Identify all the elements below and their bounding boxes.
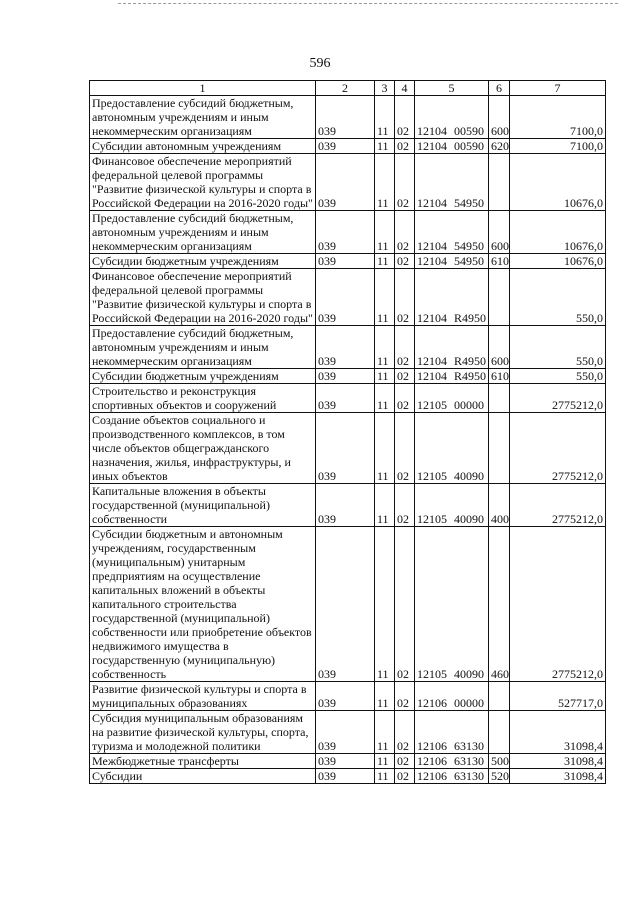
section-code: 11 [375,326,395,369]
row-name: Предоставление субсидий бюджетным, автономным учреждениям и иным некоммерческим организациям [90,96,316,139]
ministry-code: 039 [316,384,375,413]
column-header: 1 [90,81,316,96]
expense-type-code: 600 [489,96,510,139]
ministry-code: 039 [316,154,375,211]
ministry-code: 039 [316,139,375,154]
target-article-code: 12105 00000 [415,384,489,413]
section-code: 11 [375,769,395,784]
table-row [90,269,606,326]
subsection-code: 02 [395,269,415,326]
subsection-code: 02 [395,211,415,254]
target-article-code: 12105 40090 [415,413,489,484]
expense-type-code: 600 [489,326,510,369]
row-name: Межбюджетные трансферты [90,754,316,769]
row-name: Финансовое обеспечение мероприятий федеральной целевой программы "Развитие физической культуры и спорта в Российской Федерации на 2016-2020 годы" [90,269,316,326]
expense-type-code: 400 [489,484,510,527]
section-code: 11 [375,527,395,682]
table-row [90,413,606,484]
row-name: Субсидии автономным учреждениям [90,139,316,154]
amount: 527717,0 [510,682,606,711]
column-header: 2 [316,81,375,96]
target-article-code: 12104 R4950 [415,326,489,369]
column-header: 7 [510,81,606,96]
table-row [90,754,606,769]
table-row [90,154,606,211]
table-row [90,139,606,154]
column-header: 6 [489,81,510,96]
target-article-code: 12104 54950 [415,154,489,211]
column-number-row [90,81,606,96]
subsection-code: 02 [395,769,415,784]
table-row [90,326,606,369]
section-code: 11 [375,269,395,326]
scan-top-edge [118,3,618,4]
expense-type-code [489,682,510,711]
expense-type-code [489,269,510,326]
amount: 10676,0 [510,254,606,269]
ministry-code: 039 [316,369,375,384]
table-row [90,211,606,254]
column-header: 4 [395,81,415,96]
ministry-code: 039 [316,527,375,682]
row-name: Капитальные вложения в объекты государственной (муниципальной) собственности [90,484,316,527]
target-article-code: 12105 40090 [415,527,489,682]
table-row [90,711,606,754]
target-article-code: 12104 54950 [415,211,489,254]
expense-type-code: 500 [489,754,510,769]
amount: 2775212,0 [510,413,606,484]
ministry-code: 039 [316,211,375,254]
amount: 10676,0 [510,154,606,211]
expense-type-code [489,413,510,484]
expense-type-code: 520 [489,769,510,784]
subsection-code: 02 [395,326,415,369]
row-name: Финансовое обеспечение мероприятий федеральной целевой программы "Развитие физической культуры и спорта в Российской Федерации на 2016-2020 годы" [90,154,316,211]
subsection-code: 02 [395,484,415,527]
section-code: 11 [375,369,395,384]
ministry-code: 039 [316,754,375,769]
amount: 7100,0 [510,96,606,139]
table-row [90,682,606,711]
target-article-code: 12104 00590 [415,139,489,154]
subsection-code: 02 [395,96,415,139]
amount: 2775212,0 [510,527,606,682]
target-article-code: 12106 63130 [415,711,489,754]
target-article-code: 12106 00000 [415,682,489,711]
row-name: Субсидия муниципальным образованиям на развитие физической культуры, спорта, туризма и молодежной политики [90,711,316,754]
expense-type-code [489,154,510,211]
expense-type-code: 610 [489,369,510,384]
ministry-code: 039 [316,326,375,369]
ministry-code: 039 [316,711,375,754]
subsection-code: 02 [395,369,415,384]
amount: 550,0 [510,326,606,369]
ministry-code: 039 [316,484,375,527]
subsection-code: 02 [395,754,415,769]
table-row [90,384,606,413]
column-header: 3 [375,81,395,96]
target-article-code: 12105 40090 [415,484,489,527]
table-row [90,254,606,269]
row-name: Строительство и реконструкция спортивных объектов и сооружений [90,384,316,413]
ministry-code: 039 [316,682,375,711]
row-name: Субсидии бюджетным учреждениям [90,369,316,384]
amount: 2775212,0 [510,384,606,413]
ministry-code: 039 [316,769,375,784]
ministry-code: 039 [316,269,375,326]
section-code: 11 [375,682,395,711]
subsection-code: 02 [395,413,415,484]
row-name: Субсидии бюджетным и автономным учреждениям, государственным (муниципальным) унитарным предприятиям на осуществление капитальных вложений в объекты капитального строительства государственной (муниципальной) собственности или приобретение объектов недвижимого имущества в государственную (муниципальную) собственность [90,527,316,682]
section-code: 11 [375,754,395,769]
section-code: 11 [375,211,395,254]
table-row [90,769,606,784]
target-article-code: 12106 63130 [415,769,489,784]
subsection-code: 02 [395,254,415,269]
row-name: Субсидии [90,769,316,784]
target-article-code: 12106 63130 [415,754,489,769]
expense-type-code: 600 [489,211,510,254]
table-row [90,369,606,384]
page-number: 596 [309,56,331,71]
amount: 31098,4 [510,769,606,784]
amount: 2775212,0 [510,484,606,527]
section-code: 11 [375,384,395,413]
row-name: Предоставление субсидий бюджетным, автономным учреждениям и иным некоммерческим организациям [90,326,316,369]
subsection-code: 02 [395,139,415,154]
section-code: 11 [375,413,395,484]
table-row [90,527,606,682]
expense-type-code [489,711,510,754]
target-article-code: 12104 R4950 [415,269,489,326]
subsection-code: 02 [395,711,415,754]
row-name: Субсидии бюджетным учреждениям [90,254,316,269]
amount: 550,0 [510,369,606,384]
ministry-code: 039 [316,254,375,269]
amount: 7100,0 [510,139,606,154]
table-row [90,484,606,527]
expense-type-code: 610 [489,254,510,269]
section-code: 11 [375,96,395,139]
subsection-code: 02 [395,384,415,413]
table-row [90,96,606,139]
amount: 31098,4 [510,711,606,754]
amount: 31098,4 [510,754,606,769]
section-code: 11 [375,154,395,211]
target-article-code: 12104 54950 [415,254,489,269]
expense-type-code: 620 [489,139,510,154]
subsection-code: 02 [395,527,415,682]
section-code: 11 [375,484,395,527]
target-article-code: 12104 R4950 [415,369,489,384]
budget-table [89,80,606,784]
subsection-code: 02 [395,154,415,211]
section-code: 11 [375,254,395,269]
ministry-code: 039 [316,96,375,139]
row-name: Создание объектов социального и производственного комплексов, в том числе объектов общегражданского назначения, жилья, инфраструктуры, и иных объектов [90,413,316,484]
target-article-code: 12104 00590 [415,96,489,139]
ministry-code: 039 [316,413,375,484]
column-header: 5 [415,81,489,96]
row-name: Развитие физической культуры и спорта в муниципальных образованиях [90,682,316,711]
row-name: Предоставление субсидий бюджетным, автономным учреждениям и иным некоммерческим организациям [90,211,316,254]
amount: 550,0 [510,269,606,326]
expense-type-code: 460 [489,527,510,682]
expense-type-code [489,384,510,413]
section-code: 11 [375,711,395,754]
amount: 10676,0 [510,211,606,254]
section-code: 11 [375,139,395,154]
subsection-code: 02 [395,682,415,711]
